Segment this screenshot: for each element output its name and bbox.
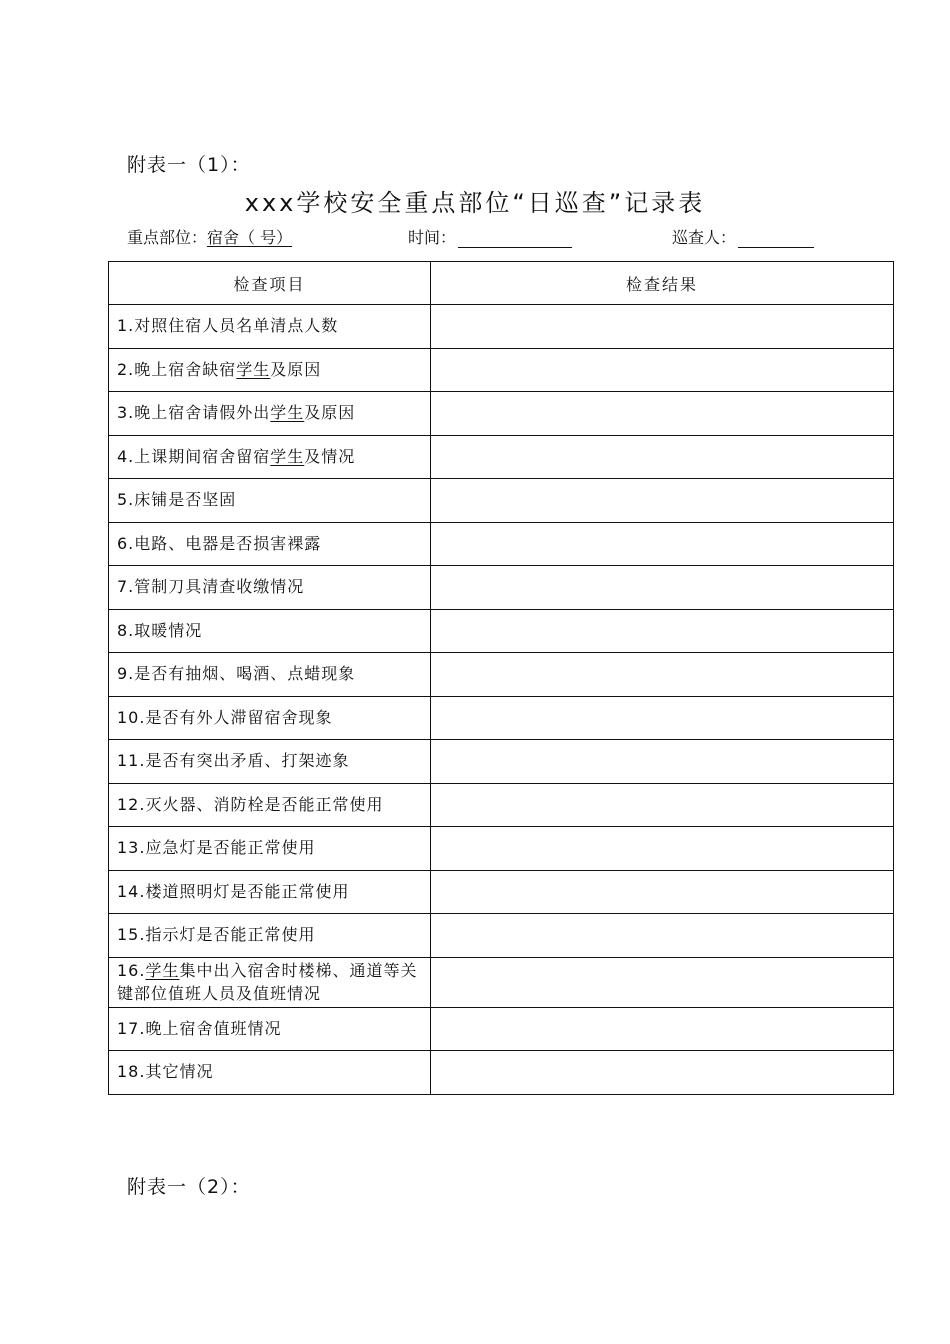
check-item-text: 15.指示灯是否能正常使用: [117, 925, 316, 945]
check-item-text: 4.上课期间宿舍留宿: [117, 446, 271, 466]
table-row: [109, 827, 894, 871]
check-item-text: 17.晚上宿舍值班情况: [117, 1018, 282, 1038]
header-result: 检查结果: [431, 262, 894, 305]
location-label: 重点部位：: [127, 228, 208, 247]
table-row: [109, 740, 894, 784]
inspector-blank-line[interactable]: [738, 231, 814, 248]
check-result-cell[interactable]: [431, 957, 894, 1007]
meta-inspector: [672, 225, 814, 248]
check-result-cell[interactable]: [431, 566, 894, 610]
check-result-cell[interactable]: [431, 348, 894, 392]
check-item-text: 10.是否有外人滞留宿舍现象: [117, 707, 333, 727]
check-result-cell[interactable]: [431, 783, 894, 827]
appendix-label-2: 附表一（2）：: [127, 1176, 251, 1198]
table-body: [109, 305, 894, 1095]
check-result-cell[interactable]: [431, 435, 894, 479]
check-result-cell[interactable]: [431, 522, 894, 566]
check-result-cell[interactable]: [431, 1051, 894, 1095]
table-row: [109, 1007, 894, 1051]
table-row: [109, 305, 894, 349]
check-result-cell[interactable]: [431, 1007, 894, 1051]
check-result-cell[interactable]: [431, 914, 894, 958]
table-row: [109, 957, 894, 1007]
check-item-cell: [109, 566, 431, 610]
check-item-cell: [109, 870, 431, 914]
check-item-text: 12.灭火器、消防栓是否能正常使用: [117, 794, 384, 814]
check-item-text: 18.其它情况: [117, 1062, 214, 1082]
check-item-cell: [109, 783, 431, 827]
location-value: 宿舍（ 号）: [207, 228, 293, 247]
check-item-text: 9.是否有抽烟、喝酒、点蜡现象: [117, 664, 356, 684]
table-row: [109, 696, 894, 740]
table-row: [109, 479, 894, 523]
table-row: [109, 522, 894, 566]
table-row: [109, 783, 894, 827]
check-item-cell: [109, 827, 431, 871]
check-result-cell[interactable]: [431, 740, 894, 784]
table-row: [109, 566, 894, 610]
check-item-text: 6.电路、电器是否损害裸露: [117, 533, 322, 553]
check-result-cell[interactable]: [431, 653, 894, 697]
check-item-text: 1.对照住宿人员名单清点人数: [117, 316, 339, 336]
table-header-row: [109, 262, 894, 305]
underlined-text: 学生: [270, 446, 305, 466]
check-item-text: 11.是否有突出矛盾、打架迹象: [117, 751, 350, 771]
meta-row: [127, 225, 827, 249]
check-item-text: 及原因: [304, 403, 356, 423]
page-title: xxx学校安全重点部位“日巡查”记录表: [244, 189, 706, 217]
underlined-text: 学生: [145, 961, 180, 980]
time-blank-line[interactable]: [458, 231, 572, 248]
check-result-cell[interactable]: [431, 305, 894, 349]
inspection-table: [108, 261, 894, 1095]
table-row: [109, 348, 894, 392]
table-row: [109, 435, 894, 479]
check-item-text: 5.床铺是否坚固: [117, 490, 237, 510]
meta-time: [408, 225, 572, 248]
table-row: [109, 1051, 894, 1095]
underlined-text: 学生: [236, 359, 271, 379]
check-item-text: 14.楼道照明灯是否能正常使用: [117, 881, 350, 901]
time-label: 时间：: [408, 228, 457, 247]
check-item-cell: [109, 435, 431, 479]
table-row: [109, 914, 894, 958]
check-item-cell: [109, 305, 431, 349]
inspector-label: 巡查人：: [672, 228, 737, 247]
table-row: [109, 870, 894, 914]
header-item: 检查项目: [109, 262, 431, 305]
check-item-cell: [109, 609, 431, 653]
meta-location: [127, 225, 292, 248]
check-item-text: 及情况: [304, 446, 356, 466]
check-result-cell[interactable]: [431, 696, 894, 740]
check-item-text: 集中出入宿舍时楼梯、通道等关键部位值班人员及值班情况: [117, 961, 418, 1003]
table-row: [109, 609, 894, 653]
check-item-text: 3.晚上宿舍请假外出: [117, 403, 271, 423]
check-item-cell: [109, 1007, 431, 1051]
check-result-cell[interactable]: [431, 609, 894, 653]
check-item-cell: [109, 348, 431, 392]
table-row: [109, 653, 894, 697]
check-item-text: 16.: [117, 961, 146, 980]
check-item-text: 及原因: [270, 359, 322, 379]
check-item-text: 8.取暖情况: [117, 620, 203, 640]
appendix-label-1: 附表一（1）：: [127, 154, 251, 176]
check-item-cell: [109, 696, 431, 740]
underlined-text: 学生: [270, 403, 305, 423]
check-result-cell[interactable]: [431, 827, 894, 871]
check-item-cell: [109, 392, 431, 436]
check-item-cell: [109, 479, 431, 523]
check-item-cell: [109, 522, 431, 566]
check-item-cell: [109, 653, 431, 697]
check-item-text: 13.应急灯是否能正常使用: [117, 838, 316, 858]
check-item-cell: [109, 914, 431, 958]
check-item-cell: [109, 740, 431, 784]
check-item-text: 7.管制刀具清查收缴情况: [117, 577, 305, 597]
check-item-text: 2.晚上宿舍缺宿: [117, 359, 237, 379]
check-item-cell: [109, 1051, 431, 1095]
check-result-cell[interactable]: [431, 479, 894, 523]
check-result-cell[interactable]: [431, 870, 894, 914]
check-item-cell: [109, 957, 431, 1007]
check-result-cell[interactable]: [431, 392, 894, 436]
table-row: [109, 392, 894, 436]
